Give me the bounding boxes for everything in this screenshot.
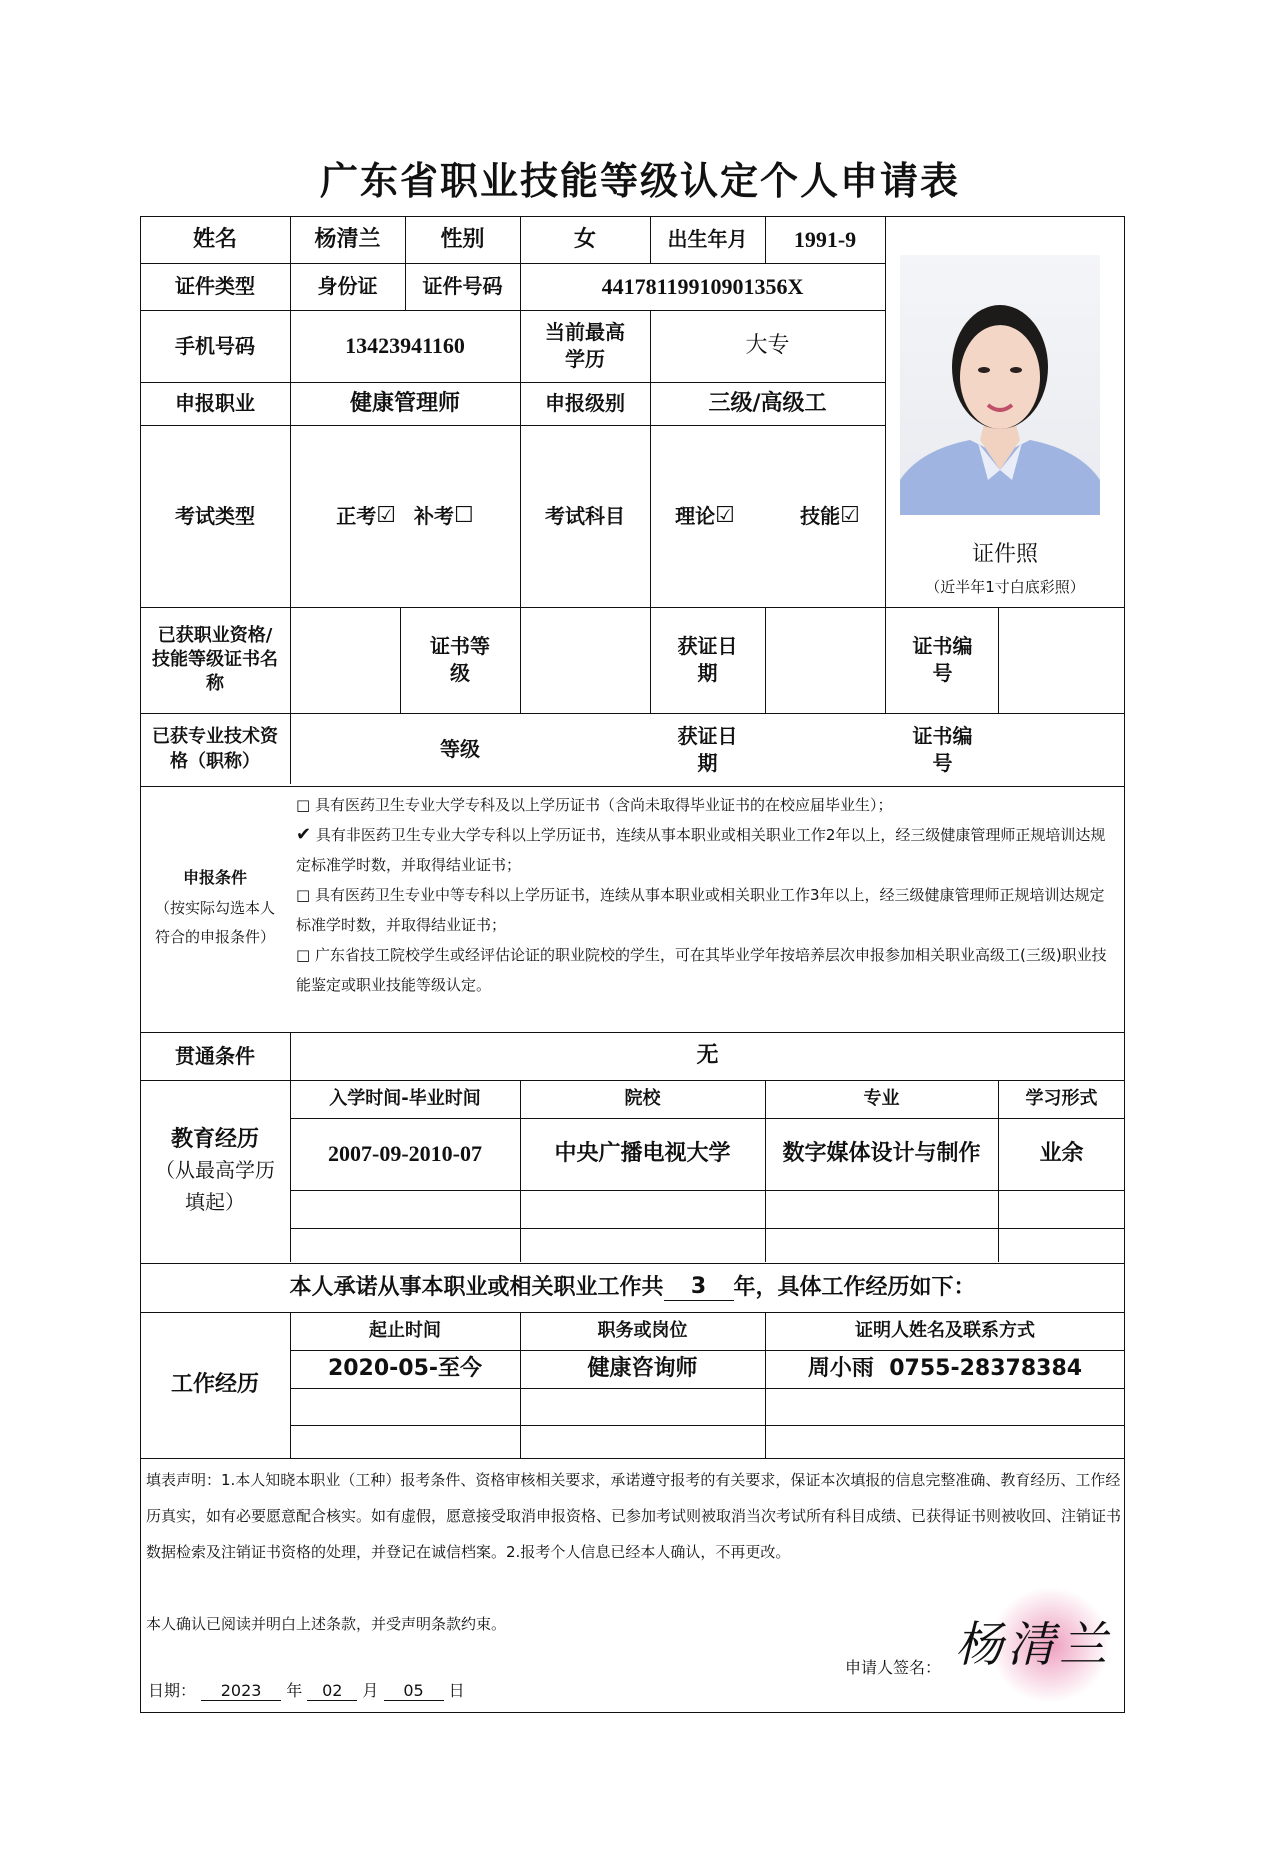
portrait-image — [900, 255, 1100, 515]
conditions-list — [296, 790, 1116, 1000]
work-promise: 本人承诺从事本职业或相关职业工作共 3 年，具体工作经历如下： — [289, 1273, 976, 1300]
form-title: 广东省职业技能等级认定个人申请表 — [319, 158, 960, 203]
conditions-sublabel: （按实际勾选本人符合的申报条件） — [154, 899, 275, 946]
declaration-confirm: 本人确认已阅读并明白上述条款，并受声明条款约束。 — [146, 1615, 507, 1633]
applicant-signature: 杨清兰 — [955, 1617, 1112, 1673]
edu-period: 2007-09-2010-07 — [328, 1141, 482, 1167]
makeup-exam-checkbox[interactable]: ☐ — [454, 503, 474, 529]
conditions-label-cell — [150, 786, 280, 1032]
cert-grade-label: 证书等级 — [430, 634, 490, 685]
exam-type-options — [290, 425, 520, 607]
phone-label: 手机号码 — [175, 333, 255, 358]
title-grade-label: 等级 — [440, 737, 480, 761]
edu-major: 数字媒体设计与制作 — [782, 1141, 981, 1167]
id-type-value: 身份证 — [317, 274, 378, 298]
theory-option — [650, 425, 760, 607]
skill-checkbox[interactable]: ☑ — [840, 503, 860, 529]
work-position: 健康咨询师 — [587, 1356, 698, 1382]
skill-option — [775, 425, 885, 607]
level-label: 申报级别 — [545, 391, 625, 415]
regular-exam-checkbox[interactable]: ☑ — [376, 503, 396, 529]
birth-label: 出生年月 — [667, 227, 748, 251]
work-header-reference: 证明人姓名及联系方式 — [855, 1319, 1035, 1341]
work-reference: 周小雨 0755-28378384 — [807, 1356, 1083, 1382]
photo-label: 证件照 — [971, 542, 1038, 568]
name-label: 姓名 — [192, 226, 237, 252]
job-value: 健康管理师 — [349, 390, 460, 416]
condition-item: □ 具有医药卫生专业大学专科及以上学历证书（含尚未取得毕业证书的在校应届毕业生）； — [296, 796, 893, 814]
qualification-cert-label: 已获职业资格/技能等级证书名称 — [152, 624, 278, 695]
cert-date-label: 获证日期 — [677, 634, 738, 685]
condition-checkbox[interactable]: ✔ — [296, 824, 312, 845]
condition-item: □ 具有医药卫生专业中等专科以上学历证书，连续从事本职业或相关职业工作3年以上，经三级健康管理师正规培训达规定标准学时数，并取得结业证书； — [296, 886, 1105, 934]
edu-header-mode: 学习形式 — [1025, 1087, 1098, 1109]
edu-school: 中央广播电视大学 — [554, 1141, 731, 1167]
date-label: 日期： — [148, 1681, 197, 1700]
conditions-label: 申报条件 — [182, 867, 247, 887]
education-sublabel: （从最高学历填起） — [155, 1158, 275, 1215]
edu-header-period: 入学时间-毕业时间 — [329, 1087, 481, 1109]
phone-value: 13423941160 — [345, 333, 465, 359]
edu-mode: 业余 — [1039, 1141, 1084, 1167]
exam-subject-label: 考试科目 — [545, 503, 625, 528]
sign-date: 日期： 2023 年 02 月 05 日 — [148, 1681, 465, 1700]
condition-checkbox[interactable]: □ — [296, 796, 311, 814]
signature-label: 申请人签名： — [845, 1658, 942, 1677]
work-header-position: 职务或岗位 — [597, 1319, 688, 1341]
declaration-text: 填表声明：1.本人知晓本职业（工种）报考条件、资格审核相关要求，承诺遵守报考的有关要求，保证本次填报的信息完整准确、教育经历、工作经历真实，如有必要愿意配合核实。如有虚假，愿意接受取消申报资格、已参加考试则被取消当次考试所有科目成绩、已获得证书则被收回、注销证书数据检索及注销证书资格的处理，并登记在诚信档案。2.报考个人信息已经本人确认，不再更改。 — [146, 1471, 1122, 1561]
birth-value: 1991-9 — [793, 226, 857, 252]
condition-item: □ 广东省技工院校学生或经评估论证的职业院校的学生，可在其毕业学年按培养层次申报参加相关职业高级工(三级)职业技能鉴定或职业技能等级认定。 — [296, 946, 1107, 994]
skill-label: 技能 — [800, 503, 841, 528]
work-label: 工作经历 — [170, 1372, 259, 1398]
condition-checkbox[interactable]: □ — [296, 886, 311, 904]
job-label: 申报职业 — [175, 391, 255, 415]
photo-note: （近半年1寸白底彩照） — [925, 577, 1085, 596]
date-year: 2023 — [201, 1681, 281, 1701]
theory-checkbox[interactable]: ☑ — [715, 503, 735, 529]
through-label: 贯通条件 — [175, 1043, 255, 1068]
work-header-period: 起止时间 — [369, 1319, 441, 1341]
education-level-label: 当前最高学历 — [545, 320, 625, 371]
date-month: 02 — [307, 1681, 357, 1701]
education-label: 教育经历 — [170, 1126, 259, 1152]
condition-item: ✔ 具有非医药卫生专业大学专科以上学历证书，连续从事本职业或相关职业工作2年以上，经三级健康管理师正规培训达规定标准学时数，并取得结业证书； — [296, 824, 1106, 874]
condition-checkbox[interactable]: □ — [296, 946, 311, 964]
regular-exam-label: 正考 — [336, 503, 377, 528]
edu-header-school: 院校 — [624, 1087, 661, 1109]
through-value: 无 — [696, 1043, 719, 1069]
id-no-value: 44178119910901356X — [601, 273, 804, 299]
theory-label: 理论 — [675, 503, 716, 528]
work-years: 3 — [664, 1274, 734, 1301]
professional-title-label: 已获专业技术资格（职称） — [152, 726, 278, 772]
education-label-cell — [150, 1080, 280, 1263]
work-period: 2020-05-至今 — [327, 1356, 483, 1382]
gender-value: 女 — [573, 226, 596, 252]
title-date-label: 获证日期 — [677, 723, 738, 775]
makeup-exam-label: 补考 — [414, 503, 454, 528]
title-number-label: 证书编号 — [912, 723, 973, 775]
id-photo — [900, 255, 1100, 515]
exam-type-label: 考试类型 — [175, 503, 255, 528]
id-no-label: 证件号码 — [422, 274, 503, 298]
level-value: 三级/高级工 — [708, 390, 827, 416]
gender-label: 性别 — [440, 226, 485, 252]
edu-header-major: 专业 — [863, 1087, 900, 1109]
date-day: 05 — [384, 1681, 444, 1701]
cert-number-label: 证书编号 — [912, 634, 973, 685]
id-type-label: 证件类型 — [175, 274, 255, 298]
name-value: 杨清兰 — [314, 226, 381, 252]
education-level-value: 大专 — [745, 333, 790, 359]
